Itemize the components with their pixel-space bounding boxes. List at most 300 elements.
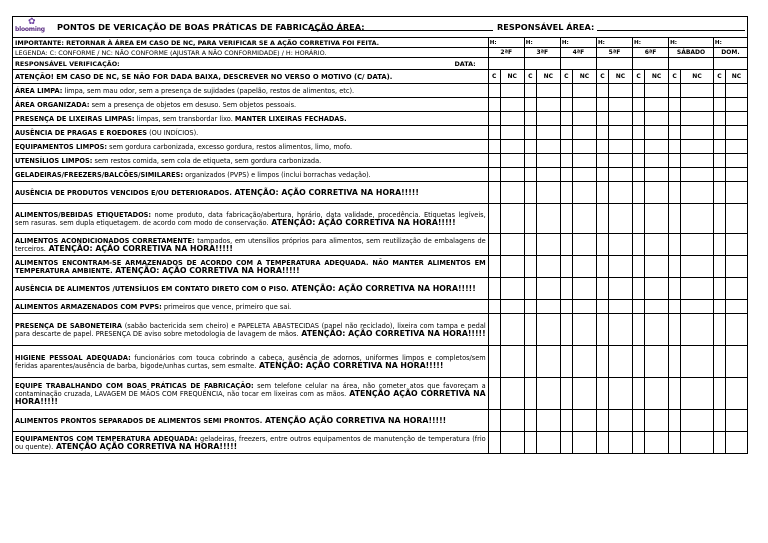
nc-check-cell[interactable] xyxy=(645,346,669,378)
legend-row xyxy=(13,48,748,58)
checklist-item-text xyxy=(13,234,489,256)
hour-cell-2[interactable]: H: xyxy=(524,38,560,48)
nc-check-cell[interactable] xyxy=(725,300,747,314)
nc-check-cell[interactable] xyxy=(608,378,632,410)
nc-check-cell[interactable] xyxy=(500,314,524,346)
c-check-cell[interactable] xyxy=(633,126,645,140)
c-check-cell[interactable] xyxy=(596,84,608,98)
nc-check-cell[interactable] xyxy=(572,98,596,112)
c-check-cell[interactable] xyxy=(488,346,500,378)
c-check-cell[interactable] xyxy=(560,256,572,278)
date-cell-6[interactable] xyxy=(669,58,714,70)
nc-check-cell[interactable] xyxy=(500,300,524,314)
item-title: ALIMENTOS/BEBIDAS ETIQUETADOS: xyxy=(15,210,152,219)
day-header-4: 5ªF xyxy=(596,48,632,58)
c-check-cell[interactable] xyxy=(560,168,572,182)
area-field[interactable] xyxy=(311,30,493,31)
nc-check-cell[interactable] xyxy=(536,126,560,140)
nc-check-cell[interactable] xyxy=(681,182,714,204)
c-check-cell[interactable] xyxy=(596,168,608,182)
hour-cell-1[interactable]: H: xyxy=(488,38,524,48)
c-check-cell[interactable] xyxy=(633,410,645,432)
nc-check-cell[interactable] xyxy=(608,112,632,126)
c-check-cell[interactable] xyxy=(560,346,572,378)
c-check-cell[interactable] xyxy=(524,432,536,454)
nc-check-cell[interactable] xyxy=(572,204,596,234)
nc-check-cell[interactable] xyxy=(572,314,596,346)
item-description: limpas, sem transbordar lixo. xyxy=(134,114,235,123)
responsible-check-cell[interactable] xyxy=(13,58,489,70)
nc-check-cell[interactable] xyxy=(500,256,524,278)
c-check-cell[interactable] xyxy=(560,84,572,98)
corrective-action-note: ATENÇÃO: AÇÃO CORRETIVA NA HORA!!!!! xyxy=(231,187,419,197)
c-check-cell[interactable] xyxy=(596,278,608,300)
c-check-cell[interactable] xyxy=(713,84,725,98)
c-check-cell[interactable] xyxy=(713,140,725,154)
c-check-cell[interactable] xyxy=(524,168,536,182)
c-check-cell[interactable] xyxy=(669,168,681,182)
c-check-cell[interactable] xyxy=(560,410,572,432)
c-check-cell[interactable] xyxy=(713,378,725,410)
nc-check-cell[interactable] xyxy=(500,410,524,432)
day-header-7: DOM. xyxy=(713,48,747,58)
c-check-cell[interactable] xyxy=(713,126,725,140)
c-check-cell[interactable] xyxy=(596,256,608,278)
c-check-cell[interactable] xyxy=(596,234,608,256)
item-title: GELADEIRAS/FREEZERS/BALCÕES/SIMILARES: xyxy=(15,170,184,179)
legend-note: LEGENDA: C: CONFORME / NC: NÃO CONFORME (AJUSTAR A NÃO CONFORMIDADE) / H: HORÁRIO. xyxy=(13,48,489,58)
nc-check-cell[interactable] xyxy=(645,182,669,204)
nc-check-cell[interactable] xyxy=(608,278,632,300)
nc-check-cell[interactable] xyxy=(681,300,714,314)
c-check-cell[interactable] xyxy=(669,278,681,300)
nc-check-cell[interactable] xyxy=(725,126,747,140)
nc-check-cell[interactable] xyxy=(500,140,524,154)
c-check-cell[interactable] xyxy=(488,154,500,168)
c-check-cell[interactable] xyxy=(669,204,681,234)
c-check-cell[interactable] xyxy=(669,84,681,98)
nc-check-cell[interactable] xyxy=(681,98,714,112)
c-check-cell[interactable] xyxy=(488,432,500,454)
nc-check-cell[interactable] xyxy=(645,410,669,432)
nc-check-cell[interactable] xyxy=(572,168,596,182)
nc-check-cell[interactable] xyxy=(536,154,560,168)
c-check-cell[interactable] xyxy=(560,432,572,454)
nc-check-cell[interactable] xyxy=(725,168,747,182)
c-check-cell[interactable] xyxy=(560,378,572,410)
c-check-cell[interactable] xyxy=(669,256,681,278)
checklist-item-text xyxy=(13,256,489,278)
c-check-cell[interactable] xyxy=(713,432,725,454)
nc-check-cell[interactable] xyxy=(725,98,747,112)
nc-check-cell[interactable] xyxy=(681,314,714,346)
c-check-cell[interactable] xyxy=(488,378,500,410)
nc-check-cell[interactable] xyxy=(645,126,669,140)
c-check-cell[interactable] xyxy=(713,182,725,204)
c-check-cell[interactable] xyxy=(633,314,645,346)
nc-check-cell[interactable] xyxy=(500,432,524,454)
nc-check-cell[interactable] xyxy=(572,140,596,154)
hour-cell-6[interactable]: H: xyxy=(669,38,714,48)
nc-check-cell[interactable] xyxy=(608,84,632,98)
c-check-cell[interactable] xyxy=(488,234,500,256)
nc-check-cell[interactable] xyxy=(572,182,596,204)
nc-check-cell[interactable] xyxy=(645,300,669,314)
c-check-cell[interactable] xyxy=(488,256,500,278)
c-check-cell[interactable] xyxy=(669,182,681,204)
c-check-cell[interactable] xyxy=(488,182,500,204)
c-check-cell[interactable] xyxy=(669,410,681,432)
day-header-6: SÁBADO xyxy=(669,48,714,58)
nc-check-cell[interactable] xyxy=(681,204,714,234)
c-check-cell[interactable] xyxy=(560,204,572,234)
c-check-cell[interactable] xyxy=(488,112,500,126)
c-check-cell[interactable] xyxy=(488,300,500,314)
c-check-cell[interactable] xyxy=(488,140,500,154)
c-check-cell[interactable] xyxy=(560,234,572,256)
nc-check-cell[interactable] xyxy=(645,154,669,168)
status-header-nc: NC xyxy=(608,70,632,84)
c-check-cell[interactable] xyxy=(524,112,536,126)
c-check-cell[interactable] xyxy=(560,112,572,126)
nc-check-cell[interactable] xyxy=(681,410,714,432)
c-check-cell[interactable] xyxy=(713,98,725,112)
nc-check-cell[interactable] xyxy=(536,432,560,454)
nc-check-cell[interactable] xyxy=(536,98,560,112)
nc-check-cell[interactable] xyxy=(645,98,669,112)
item-description: sem gordura carbonizada, excesso gordura, restos alimentos, limo, mofo. xyxy=(107,142,353,151)
nc-check-cell[interactable] xyxy=(681,84,714,98)
c-check-cell[interactable] xyxy=(524,182,536,204)
responsible-area-field[interactable] xyxy=(597,30,745,31)
c-check-cell[interactable] xyxy=(633,112,645,126)
nc-check-cell[interactable] xyxy=(608,234,632,256)
nc-check-cell[interactable] xyxy=(681,126,714,140)
nc-check-cell[interactable] xyxy=(608,432,632,454)
nc-check-cell[interactable] xyxy=(681,346,714,378)
c-check-cell[interactable] xyxy=(524,256,536,278)
c-check-cell[interactable] xyxy=(669,112,681,126)
nc-check-cell[interactable] xyxy=(725,346,747,378)
nc-check-cell[interactable] xyxy=(500,126,524,140)
nc-check-cell[interactable] xyxy=(572,378,596,410)
nc-check-cell[interactable] xyxy=(725,182,747,204)
c-check-cell[interactable] xyxy=(669,314,681,346)
c-check-cell[interactable] xyxy=(596,432,608,454)
checklist-item-row xyxy=(13,112,748,126)
hour-cell-7[interactable]: H: xyxy=(713,38,747,48)
nc-check-cell[interactable] xyxy=(500,378,524,410)
c-check-cell[interactable] xyxy=(596,98,608,112)
hour-cell-5[interactable]: H: xyxy=(633,38,669,48)
nc-check-cell[interactable] xyxy=(572,410,596,432)
item-title: AUSÊNCIA DE ALIMENTOS /UTENSÍLIOS EM CONTATO DIRETO COM O PISO. xyxy=(15,284,289,293)
nc-check-cell[interactable] xyxy=(572,234,596,256)
nc-check-cell[interactable] xyxy=(608,182,632,204)
c-check-cell[interactable] xyxy=(633,84,645,98)
nc-check-cell[interactable] xyxy=(725,410,747,432)
c-check-cell[interactable] xyxy=(524,314,536,346)
c-check-cell[interactable] xyxy=(596,154,608,168)
nc-check-cell[interactable] xyxy=(681,112,714,126)
checklist-item-text xyxy=(13,300,489,314)
c-check-cell[interactable] xyxy=(596,126,608,140)
checklist-item-text xyxy=(13,84,489,98)
c-check-cell[interactable] xyxy=(669,126,681,140)
nc-check-cell[interactable] xyxy=(645,140,669,154)
c-check-cell[interactable] xyxy=(524,126,536,140)
c-check-cell[interactable] xyxy=(713,204,725,234)
c-check-cell[interactable] xyxy=(596,204,608,234)
nc-check-cell[interactable] xyxy=(572,432,596,454)
c-check-cell[interactable] xyxy=(560,126,572,140)
c-check-cell[interactable] xyxy=(713,346,725,378)
nc-check-cell[interactable] xyxy=(725,234,747,256)
nc-check-cell[interactable] xyxy=(572,278,596,300)
nc-check-cell[interactable] xyxy=(500,84,524,98)
nc-check-cell[interactable] xyxy=(645,432,669,454)
nc-check-cell[interactable] xyxy=(681,154,714,168)
c-check-cell[interactable] xyxy=(488,126,500,140)
nc-check-cell[interactable] xyxy=(536,346,560,378)
c-check-cell[interactable] xyxy=(488,98,500,112)
date-cell-4[interactable] xyxy=(596,58,632,70)
c-check-cell[interactable] xyxy=(713,410,725,432)
nc-check-cell[interactable] xyxy=(536,168,560,182)
nc-check-cell[interactable] xyxy=(536,314,560,346)
nc-check-cell[interactable] xyxy=(536,410,560,432)
nc-check-cell[interactable] xyxy=(725,378,747,410)
responsible-area-label: RESPONSÁVEL ÁREA: xyxy=(497,22,595,32)
c-check-cell[interactable] xyxy=(488,204,500,234)
c-check-cell[interactable] xyxy=(560,300,572,314)
c-check-cell[interactable] xyxy=(524,378,536,410)
nc-check-cell[interactable] xyxy=(536,84,560,98)
nc-check-cell[interactable] xyxy=(536,256,560,278)
c-check-cell[interactable] xyxy=(633,154,645,168)
date-cell-7[interactable] xyxy=(713,58,747,70)
nc-check-cell[interactable] xyxy=(608,154,632,168)
nc-check-cell[interactable] xyxy=(572,346,596,378)
c-check-cell[interactable] xyxy=(560,98,572,112)
c-check-cell[interactable] xyxy=(713,154,725,168)
c-check-cell[interactable] xyxy=(633,168,645,182)
date-cell-5[interactable] xyxy=(633,58,669,70)
nc-check-cell[interactable] xyxy=(645,314,669,346)
c-check-cell[interactable] xyxy=(713,256,725,278)
nc-check-cell[interactable] xyxy=(681,378,714,410)
nc-check-cell[interactable] xyxy=(608,140,632,154)
c-check-cell[interactable] xyxy=(596,140,608,154)
nc-check-cell[interactable] xyxy=(645,168,669,182)
attention-note: ATENÇÃO! EM CASO DE NC, SE NÃO FOR DADA BAIXA, DESCREVER NO VERSO O MOTIVO (C/ DATA). xyxy=(13,70,489,84)
status-header-c: C xyxy=(633,70,645,84)
c-check-cell[interactable] xyxy=(560,314,572,346)
nc-check-cell[interactable] xyxy=(500,234,524,256)
c-check-cell[interactable] xyxy=(669,154,681,168)
important-note: IMPORTANTE: RETORNAR À ÁREA EM CASO DE NC, PARA VERIFICAR SE A AÇÃO CORRETIVA FOI FEITA. xyxy=(13,38,489,48)
c-check-cell[interactable] xyxy=(633,204,645,234)
nc-check-cell[interactable] xyxy=(536,278,560,300)
c-check-cell[interactable] xyxy=(524,346,536,378)
c-check-cell[interactable] xyxy=(633,182,645,204)
nc-check-cell[interactable] xyxy=(681,234,714,256)
checklist-item-text xyxy=(13,314,489,346)
c-check-cell[interactable] xyxy=(560,278,572,300)
nc-check-cell[interactable] xyxy=(536,378,560,410)
nc-check-cell[interactable] xyxy=(500,154,524,168)
c-check-cell[interactable] xyxy=(560,154,572,168)
nc-check-cell[interactable] xyxy=(500,278,524,300)
c-check-cell[interactable] xyxy=(669,140,681,154)
c-check-cell[interactable] xyxy=(713,278,725,300)
c-check-cell[interactable] xyxy=(596,112,608,126)
nc-check-cell[interactable] xyxy=(536,182,560,204)
c-check-cell[interactable] xyxy=(633,234,645,256)
c-check-cell[interactable] xyxy=(524,154,536,168)
c-check-cell[interactable] xyxy=(560,182,572,204)
c-check-cell[interactable] xyxy=(633,278,645,300)
nc-check-cell[interactable] xyxy=(536,300,560,314)
nc-check-cell[interactable] xyxy=(608,346,632,378)
c-check-cell[interactable] xyxy=(713,112,725,126)
c-check-cell[interactable] xyxy=(596,410,608,432)
nc-check-cell[interactable] xyxy=(645,112,669,126)
c-check-cell[interactable] xyxy=(524,204,536,234)
date-cell-2[interactable] xyxy=(524,58,560,70)
nc-check-cell[interactable] xyxy=(608,314,632,346)
c-check-cell[interactable] xyxy=(488,278,500,300)
nc-check-cell[interactable] xyxy=(572,112,596,126)
nc-check-cell[interactable] xyxy=(608,98,632,112)
nc-check-cell[interactable] xyxy=(645,84,669,98)
nc-check-cell[interactable] xyxy=(536,204,560,234)
nc-check-cell[interactable] xyxy=(725,84,747,98)
nc-check-cell[interactable] xyxy=(608,410,632,432)
item-title: EQUIPE TRABALHANDO COM BOAS PRÁTICAS DE FABRICAÇÃO: xyxy=(15,381,254,390)
nc-check-cell[interactable] xyxy=(500,182,524,204)
checklist-item-row xyxy=(13,314,748,346)
nc-check-cell[interactable] xyxy=(536,234,560,256)
nc-check-cell[interactable] xyxy=(500,112,524,126)
nc-check-cell[interactable] xyxy=(608,256,632,278)
nc-check-cell[interactable] xyxy=(645,378,669,410)
c-check-cell[interactable] xyxy=(633,378,645,410)
nc-check-cell[interactable] xyxy=(500,98,524,112)
nc-check-cell[interactable] xyxy=(725,112,747,126)
nc-check-cell[interactable] xyxy=(500,346,524,378)
c-check-cell[interactable] xyxy=(596,346,608,378)
nc-check-cell[interactable] xyxy=(572,300,596,314)
c-check-cell[interactable] xyxy=(713,314,725,346)
c-check-cell[interactable] xyxy=(713,168,725,182)
nc-check-cell[interactable] xyxy=(608,168,632,182)
c-check-cell[interactable] xyxy=(524,140,536,154)
item-title: PRESENÇA DE SABONETEIRA xyxy=(15,321,123,330)
nc-check-cell[interactable] xyxy=(645,234,669,256)
c-check-cell[interactable] xyxy=(633,98,645,112)
c-check-cell[interactable] xyxy=(669,234,681,256)
hour-cell-3[interactable]: H: xyxy=(560,38,596,48)
c-check-cell[interactable] xyxy=(633,140,645,154)
nc-check-cell[interactable] xyxy=(725,154,747,168)
c-check-cell[interactable] xyxy=(633,432,645,454)
c-check-cell[interactable] xyxy=(524,98,536,112)
c-check-cell[interactable] xyxy=(713,234,725,256)
c-check-cell[interactable] xyxy=(488,410,500,432)
nc-check-cell[interactable] xyxy=(500,204,524,234)
nc-check-cell[interactable] xyxy=(608,204,632,234)
c-check-cell[interactable] xyxy=(596,300,608,314)
nc-check-cell[interactable] xyxy=(681,278,714,300)
checklist-item-row xyxy=(13,84,748,98)
nc-check-cell[interactable] xyxy=(725,314,747,346)
c-check-cell[interactable] xyxy=(633,346,645,378)
c-check-cell[interactable] xyxy=(488,84,500,98)
c-check-cell[interactable] xyxy=(633,300,645,314)
c-check-cell[interactable] xyxy=(524,300,536,314)
checklist-item-text xyxy=(13,378,489,410)
c-check-cell[interactable] xyxy=(669,432,681,454)
nc-check-cell[interactable] xyxy=(681,140,714,154)
nc-check-cell[interactable] xyxy=(725,204,747,234)
c-check-cell[interactable] xyxy=(669,378,681,410)
c-check-cell[interactable] xyxy=(669,98,681,112)
nc-check-cell[interactable] xyxy=(608,300,632,314)
nc-check-cell[interactable] xyxy=(536,140,560,154)
date-cell-1[interactable] xyxy=(488,58,524,70)
nc-check-cell[interactable] xyxy=(645,278,669,300)
nc-check-cell[interactable] xyxy=(725,140,747,154)
c-check-cell[interactable] xyxy=(524,278,536,300)
checklist-item-row xyxy=(13,378,748,410)
checklist-item-row xyxy=(13,140,748,154)
c-check-cell[interactable] xyxy=(524,84,536,98)
c-check-cell[interactable] xyxy=(596,378,608,410)
nc-check-cell[interactable] xyxy=(572,84,596,98)
nc-check-cell[interactable] xyxy=(725,256,747,278)
c-check-cell[interactable] xyxy=(524,410,536,432)
c-check-cell[interactable] xyxy=(596,314,608,346)
nc-check-cell[interactable] xyxy=(500,168,524,182)
attention-row xyxy=(13,70,748,84)
c-check-cell[interactable] xyxy=(633,256,645,278)
nc-check-cell[interactable] xyxy=(725,278,747,300)
date-cell-3[interactable] xyxy=(560,58,596,70)
c-check-cell[interactable] xyxy=(488,314,500,346)
c-check-cell[interactable] xyxy=(488,168,500,182)
c-check-cell[interactable] xyxy=(596,182,608,204)
nc-check-cell[interactable] xyxy=(536,112,560,126)
nc-check-cell[interactable] xyxy=(681,168,714,182)
nc-check-cell[interactable] xyxy=(572,126,596,140)
nc-check-cell[interactable] xyxy=(572,256,596,278)
c-check-cell[interactable] xyxy=(713,300,725,314)
nc-check-cell[interactable] xyxy=(681,432,714,454)
c-check-cell[interactable] xyxy=(524,234,536,256)
nc-check-cell[interactable] xyxy=(681,256,714,278)
c-check-cell[interactable] xyxy=(669,346,681,378)
nc-check-cell[interactable] xyxy=(608,126,632,140)
nc-check-cell[interactable] xyxy=(725,432,747,454)
c-check-cell[interactable] xyxy=(560,140,572,154)
checklist-item-text xyxy=(13,168,489,182)
hour-cell-4[interactable]: H: xyxy=(596,38,632,48)
nc-check-cell[interactable] xyxy=(572,154,596,168)
c-check-cell[interactable] xyxy=(669,300,681,314)
nc-check-cell[interactable] xyxy=(645,204,669,234)
nc-check-cell[interactable] xyxy=(645,256,669,278)
